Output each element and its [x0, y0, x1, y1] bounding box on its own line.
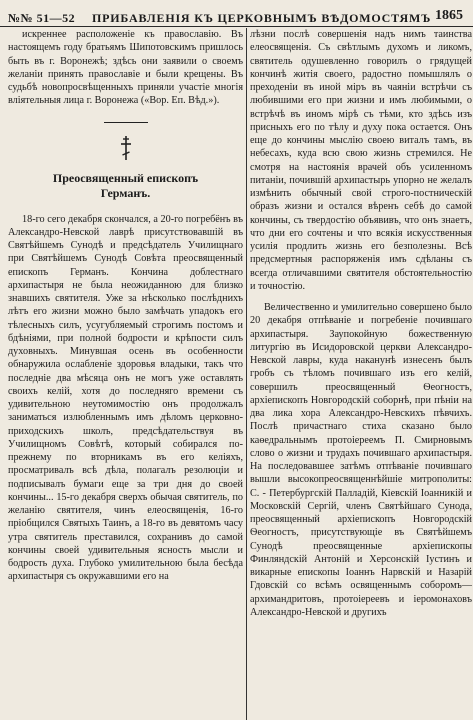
obituary-heading — [8, 171, 243, 201]
issue-number: №№ 51—52 — [8, 11, 76, 25]
left-column — [8, 28, 243, 720]
section-divider-rule — [104, 122, 148, 123]
right-paragraph-2: Величественно и умилительно совершено было 20 декабря отпѣваніе и погребеніе почившаго архипастыря. Заупокойную божественную литургію въ Исидоровской церкви Александро-Невской лавры, куда наканунѣ изнесенъ былъ гробъ съ тѣломъ почившаго изъ его келій, совершилъ преосвященный Ѳеогностъ, архіепископъ Новгородскій соборнѣ, при пѣніи на два лика хора Александро-Невскихъ пѣвчихъ. Послѣ причастнаго стиха сказано было каѳедральнымъ протоіереемъ П. Смирновымъ слово о жизни и трудахъ почившаго архипастыря. На последовавшее затѣмъ отпѣваніе почившаго вышли высокопреосвященнѣйшіе митрополиты: С. - Петербургскій Палладій, Кіевскій Іоанникій и Московскій Сергій, членъ Святѣйшаго Сунода, преосвященный архіепископъ Новгородскій Ѳеогностъ, присутствующіе въ Святѣйшемъ Сунодѣ преосвященные архіепископы Финляндскій Антоній и Херсонскій Іустинъ и викарные епископы Іоаннъ Нарвскій и Назарій Гдовскій со всѣмъ освященнымъ соборомъ—архимандритовъ, протоіереевъ и іеромонаховъ Александро-Невской и другихъ — [250, 302, 472, 618]
paragraph-gap — [250, 293, 472, 301]
column-divider — [246, 28, 247, 720]
right-column — [250, 28, 472, 720]
right-paragraph-1: лѣзни послѣ совершенія надъ нимъ таинства елеосвященія. Съ свѣтлымъ духомъ и ликомъ, святитель одушевленно говорилъ о грядущей кончинѣ житія своего, радостно помышлялъ о преходеніи въ иной міръ въ чаяніи встрѣчи съ любившими его при жизни и имъ любимыми, о встрѣчѣ въ иномъ мірѣ съ тѣми, кто здѣсь изъ присныхъ его по тѣлу и духу пока остается. Онъ еще до кончины мыслію своею виталъ тамъ, въ небесахъ, куда всю свою жизнь стремился. Не смотря на настоянія врачей объ усиленномъ питаніи, почившій архипастырь упорно не желалъ измѣнить обычный свой строго-постническій образъ жизни и остался вѣренъ себѣ до самой кончины, съ твердостію объявивъ, что онъ знаетъ, что дни его сочтены и что всякія искусственныя усилія продлить жизнь его безполезны. Всѣ предсмертныя распоряженія имъ сдѣланы съ всегда отличавшими святителя обстоятельностію и точностію. — [250, 29, 472, 292]
page-number: 1865 — [435, 8, 463, 23]
intro-paragraph: искреннее расположеніе къ православію. Въ настоящемъ году братьямъ Шипотовскимъ пришлось быть въ г. Воронежѣ; здѣсь они заявили о своемъ желаніи принять православіе и были крещены. Въ судьбѣ новопросвѣщенныхъ приняли участіе многія вліятельныя лица г. Воронежа («Вор. Еп. Вѣд.»). — [8, 29, 243, 107]
obituary-heading-line-1: Преосвященный епископъ — [52, 170, 199, 185]
page-header — [0, 0, 473, 27]
orthodox-cross-icon — [119, 135, 133, 161]
obituary-heading-line-2: Германъ. — [100, 185, 151, 200]
publication-title: ПРИБАВЛЕНІЯ КЪ ЦЕРКОВНЫМЪ ВѢДОМОСТЯМЪ — [92, 11, 432, 25]
obituary-body-paragraph: 18-го сего декабря скончался, а 20-го погребёнъ въ Александро-Невской лаврѣ присутствовавшій въ Святѣйшемъ Сунодѣ и предсѣдатель Училищнаго при Святѣйшемъ Сунодѣ Совѣта преосвященный епископъ Германъ. Кончина доблестнаго архипастыря не была неожиданною для близко знавшихъ святителя. Уже за нѣсколько послѣднихъ лѣтъ его жизни можно было замѣчать упадокъ его тѣлесныхъ силъ, усугубляемый строгимъ постомъ и бдѣніями, при полной бодрости и крѣпости силъ духовныхъ. Минувшая осень въ особенности обнаружила ослабленіе здоровья владыки, такъ что последніе два мѣсяца онъ не могъ уже оставлять своихъ келій, хотя до последняго времени съ удивительною неутомимостію онъ продолжалъ заниматься излюбленнымъ имъ дѣломъ церковно-приходскихъ школъ, предсѣдательствуя въ Училищномъ Совѣтѣ, который собирался по-прежнему по вторникамъ въ его келіяхъ, просматривалъ всѣ дѣла, полагалъ резолюціи и подписывалъ бумаги еще за три дня до своей кончины... 15-го декабря сверхъ обычая святитель, по желанію святителя, чинъ елеосвященія, 16-го пріобщился Святыхъ Таинъ, а 18-го въ девятомъ часу утра святитель преставился, сохранивъ до самой кончины своей удивительныя ясность мысли и бодрость духа. Глубоко умилительною была бесѣда архипастыря съ окружавшими его на — [8, 213, 243, 583]
